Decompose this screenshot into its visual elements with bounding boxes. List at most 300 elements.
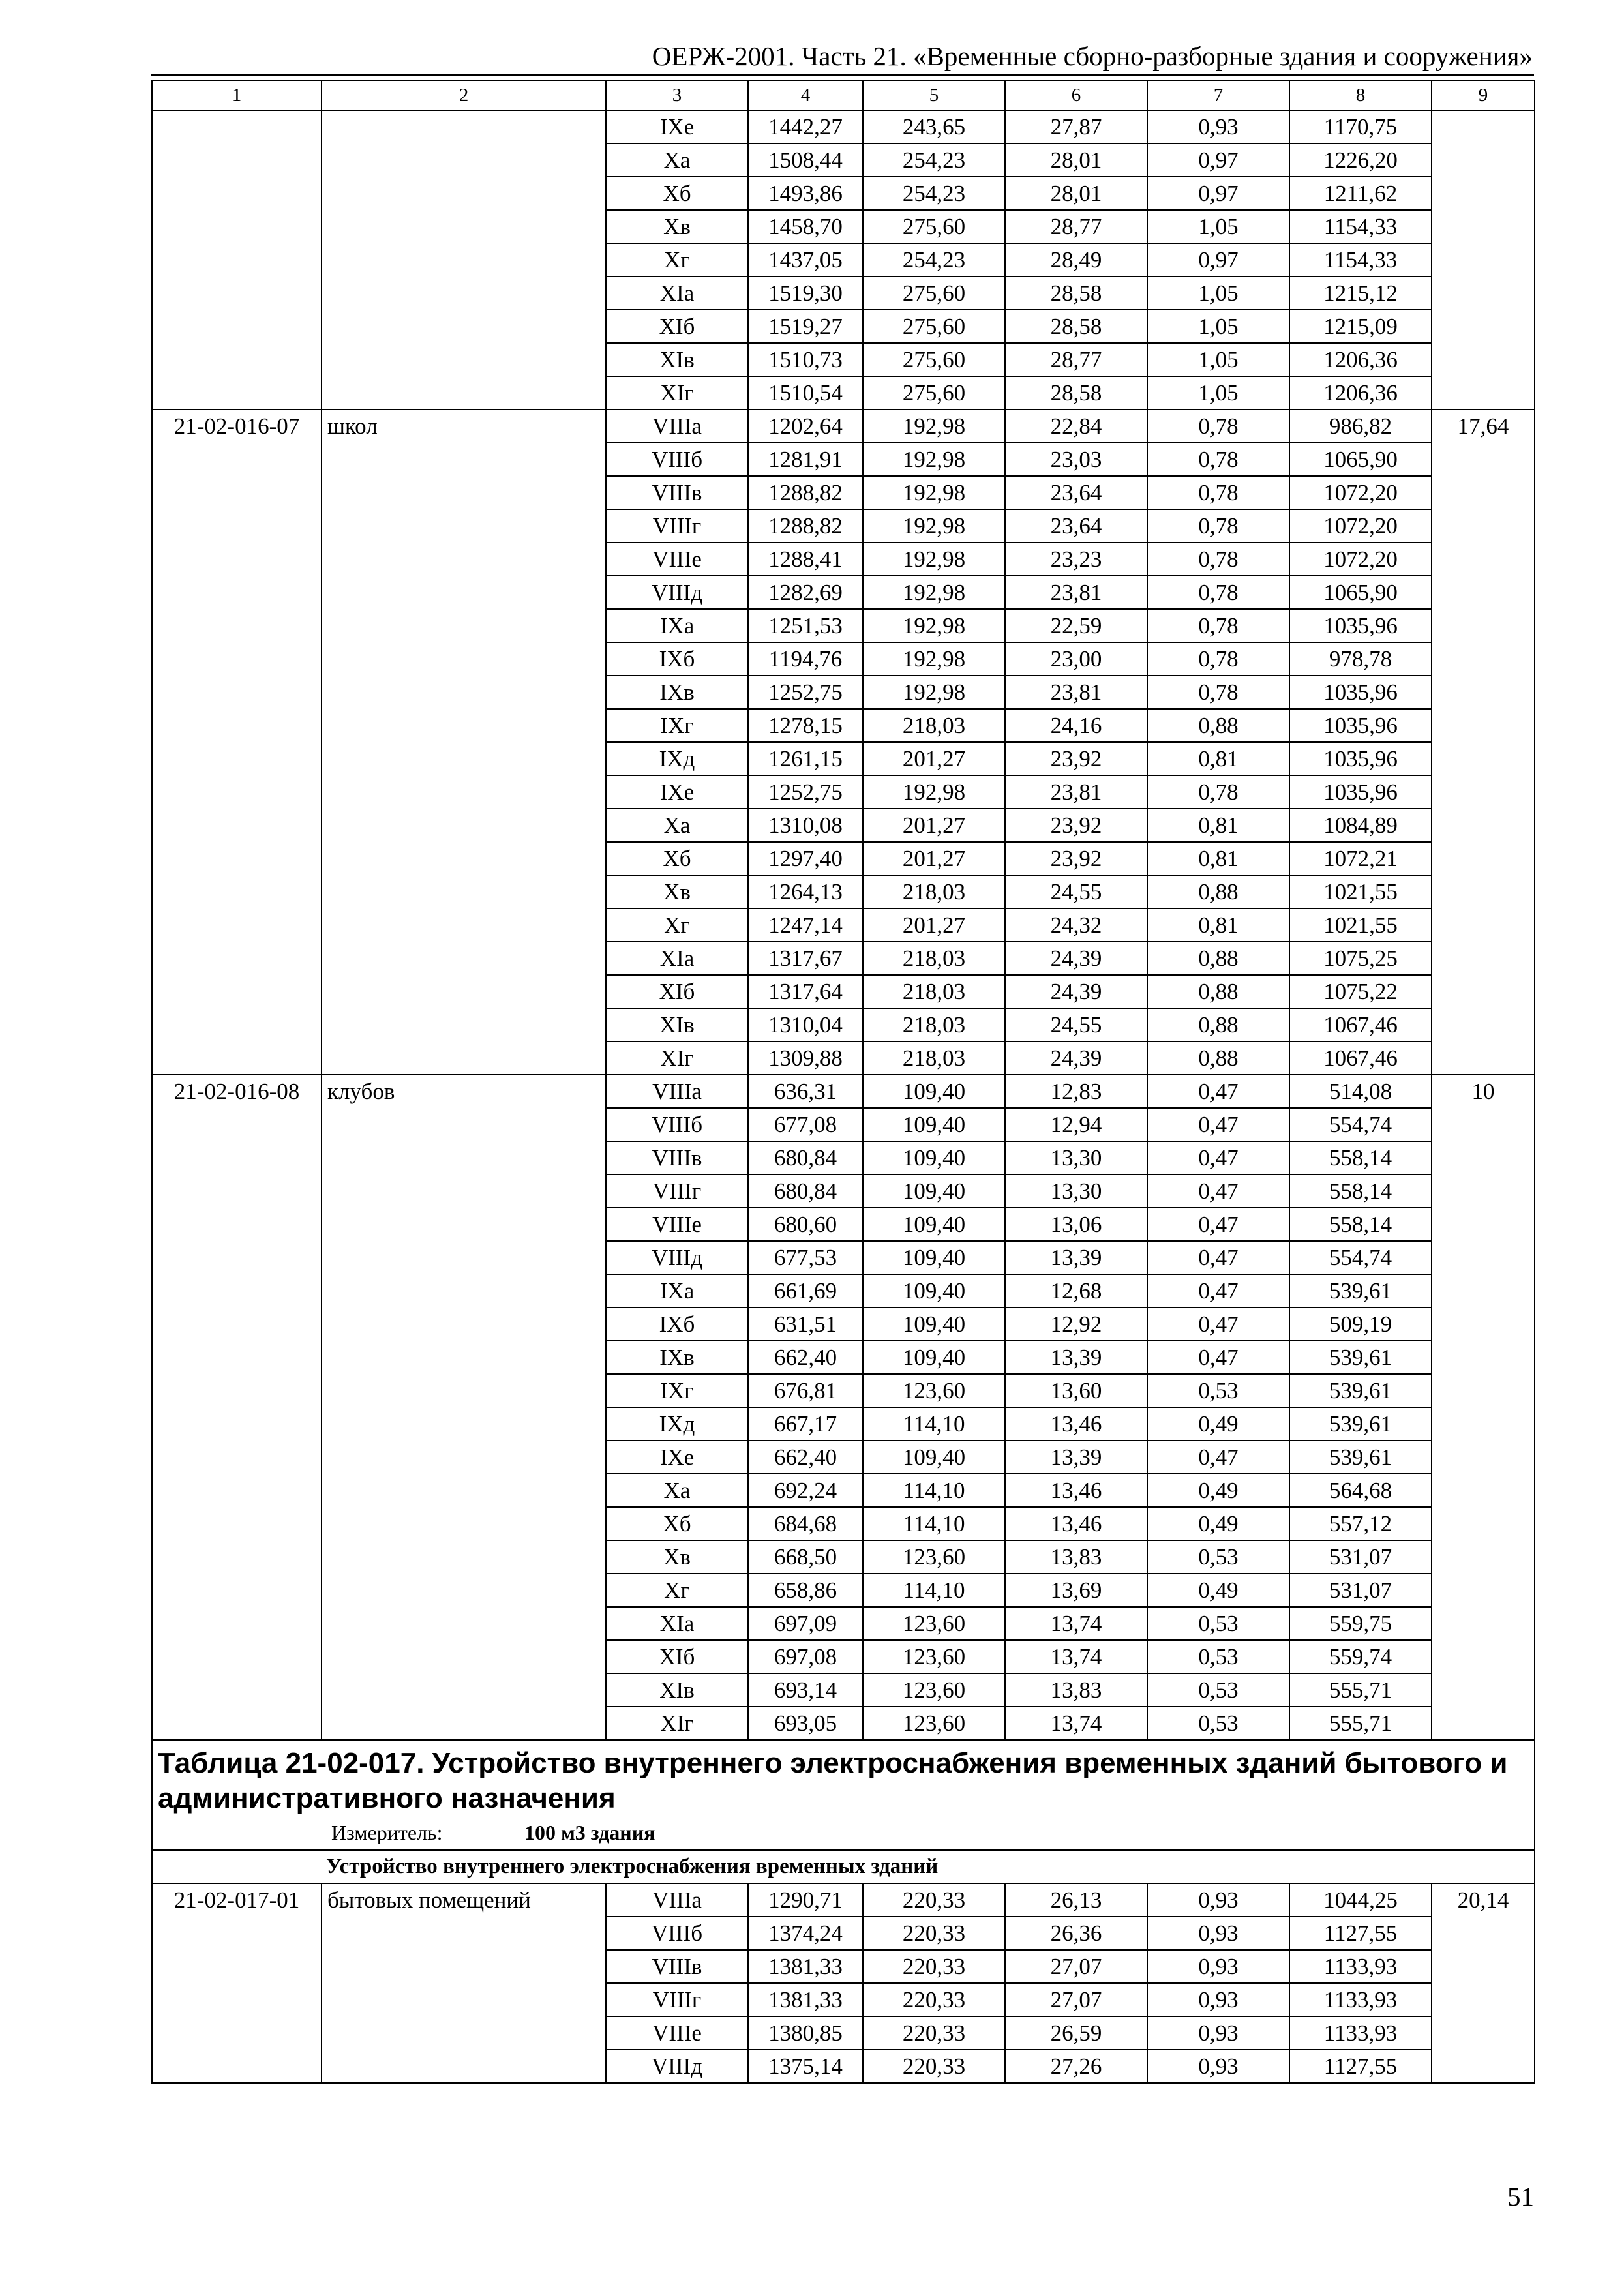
rate-name: бытовых помещений [322,1883,606,2083]
rate-name: школ [322,410,606,1075]
value-cell: 109,40 [863,1108,1005,1141]
value-cell: 676,81 [748,1374,863,1407]
value-cell: 1170,75 [1289,110,1432,143]
value-cell: 697,08 [748,1640,863,1673]
value-cell: 1206,36 [1289,343,1432,376]
value-cell: 13,46 [1005,1474,1147,1507]
value-cell: 978,78 [1289,642,1432,676]
value-cell: 109,40 [863,1274,1005,1308]
zone-cell: IXб [606,1308,748,1341]
value-cell: 1035,96 [1289,676,1432,709]
value-cell: 1,05 [1147,343,1289,376]
value-cell: 662,40 [748,1341,863,1374]
zone-cell: Xг [606,243,748,277]
column-9-value [1432,110,1535,410]
value-cell: 23,03 [1005,443,1147,476]
value-cell: 680,84 [748,1174,863,1208]
value-cell: 26,59 [1005,2016,1147,2050]
zone-cell: VIIIа [606,1075,748,1108]
value-cell: 22,59 [1005,609,1147,642]
value-cell: 275,60 [863,277,1005,310]
value-cell: 0,93 [1147,1917,1289,1950]
value-cell: 1035,96 [1289,742,1432,775]
value-cell: 0,49 [1147,1474,1289,1507]
value-cell: 109,40 [863,1208,1005,1241]
value-cell: 26,36 [1005,1917,1147,1950]
value-cell: 1381,33 [748,1983,863,2016]
value-cell: 23,23 [1005,543,1147,576]
column-number: 4 [748,80,863,110]
value-cell: 680,84 [748,1141,863,1174]
zone-cell: VIIIб [606,1108,748,1141]
value-cell: 123,60 [863,1374,1005,1407]
value-cell: 539,61 [1289,1441,1432,1474]
value-cell: 13,69 [1005,1574,1147,1607]
value-cell: 661,69 [748,1274,863,1308]
value-cell: 1035,96 [1289,775,1432,809]
value-cell: 1252,75 [748,676,863,709]
value-cell: 1021,55 [1289,875,1432,908]
value-cell: 631,51 [748,1308,863,1341]
value-cell: 0,78 [1147,509,1289,543]
value-cell: 1215,12 [1289,277,1432,310]
value-cell: 109,40 [863,1075,1005,1108]
value-cell: 13,83 [1005,1673,1147,1707]
zone-cell: XIв [606,1673,748,1707]
value-cell: 557,12 [1289,1507,1432,1540]
zone-cell: VIIIе [606,2016,748,2050]
zone-cell: XIг [606,376,748,410]
unit-value: 100 м3 здания [524,1821,655,1845]
value-cell: 1317,64 [748,975,863,1008]
value-cell: 667,17 [748,1407,863,1441]
zone-cell: Xг [606,908,748,942]
value-cell: 114,10 [863,1407,1005,1441]
value-cell: 24,32 [1005,908,1147,942]
value-cell: 220,33 [863,1883,1005,1917]
value-cell: 693,05 [748,1707,863,1740]
value-cell: 13,74 [1005,1640,1147,1673]
value-cell: 1493,86 [748,177,863,210]
value-cell: 218,03 [863,1041,1005,1075]
value-cell: 0,78 [1147,543,1289,576]
value-cell: 0,47 [1147,1174,1289,1208]
value-cell: 13,39 [1005,1441,1147,1474]
value-cell: 514,08 [1289,1075,1432,1108]
column-number: 3 [606,80,748,110]
value-cell: 13,46 [1005,1407,1147,1441]
value-cell: 1442,27 [748,110,863,143]
value-cell: 220,33 [863,2050,1005,2083]
zone-cell: VIIIв [606,1141,748,1174]
value-cell: 13,39 [1005,1241,1147,1274]
value-cell: 243,65 [863,110,1005,143]
zone-cell: IXе [606,1441,748,1474]
value-cell: 0,88 [1147,975,1289,1008]
value-cell: 28,58 [1005,376,1147,410]
value-cell: 0,88 [1147,1041,1289,1075]
value-cell: 0,97 [1147,177,1289,210]
value-cell: 539,61 [1289,1407,1432,1441]
value-cell: 275,60 [863,376,1005,410]
value-cell: 1290,71 [748,1883,863,1917]
value-cell: 1281,91 [748,443,863,476]
value-cell: 0,93 [1147,110,1289,143]
value-cell: 192,98 [863,676,1005,709]
value-cell: 1072,20 [1289,509,1432,543]
value-cell: 0,97 [1147,243,1289,277]
zone-cell: VIIIб [606,443,748,476]
value-cell: 218,03 [863,942,1005,975]
value-cell: 23,00 [1005,642,1147,676]
value-cell: 0,97 [1147,143,1289,177]
table-row [152,110,1535,143]
value-cell: 684,68 [748,1507,863,1540]
value-cell: 1288,82 [748,476,863,509]
value-cell: 1519,30 [748,277,863,310]
value-cell: 24,55 [1005,875,1147,908]
value-cell: 109,40 [863,1441,1005,1474]
value-cell: 1,05 [1147,376,1289,410]
value-cell: 0,78 [1147,576,1289,609]
value-cell: 1075,25 [1289,942,1432,975]
value-cell: 693,14 [748,1673,863,1707]
value-cell: 275,60 [863,343,1005,376]
value-cell: 23,92 [1005,842,1147,875]
column-number: 2 [322,80,606,110]
rate-name: клубов [322,1075,606,1740]
value-cell: 0,81 [1147,908,1289,942]
zone-cell: VIIIв [606,476,748,509]
value-cell: 28,01 [1005,177,1147,210]
running-header [151,38,1534,76]
value-cell: 123,60 [863,1540,1005,1574]
value-cell: 1211,62 [1289,177,1432,210]
zone-cell: XIг [606,1041,748,1075]
value-cell: 0,78 [1147,609,1289,642]
value-cell: 558,14 [1289,1174,1432,1208]
value-cell: 692,24 [748,1474,863,1507]
table-body [152,80,1535,2083]
value-cell: 13,74 [1005,1707,1147,1740]
value-cell: 0,81 [1147,809,1289,842]
value-cell: 0,88 [1147,1008,1289,1041]
value-cell: 539,61 [1289,1374,1432,1407]
value-cell: 0,47 [1147,1141,1289,1174]
zone-cell: XIб [606,310,748,343]
value-cell: 192,98 [863,576,1005,609]
zone-cell: IXг [606,1374,748,1407]
zone-cell: VIIIа [606,410,748,443]
unit-row [158,1818,1529,1847]
zone-cell: IXд [606,1407,748,1441]
value-cell: 28,77 [1005,343,1147,376]
value-cell: 28,77 [1005,210,1147,243]
zone-cell: XIа [606,277,748,310]
zone-cell: VIIIд [606,2050,748,2083]
value-cell: 1375,14 [748,2050,863,2083]
value-cell: 539,61 [1289,1274,1432,1308]
zone-cell: Xб [606,1507,748,1540]
value-cell: 23,81 [1005,676,1147,709]
value-cell: 1374,24 [748,1917,863,1950]
value-cell: 0,53 [1147,1673,1289,1707]
value-cell: 509,19 [1289,1308,1432,1341]
value-cell: 201,27 [863,809,1005,842]
zone-cell: XIа [606,942,748,975]
zone-cell: IXа [606,609,748,642]
value-cell: 28,58 [1005,310,1147,343]
rates-table [151,80,1535,2084]
page-number: 51 [1507,2181,1534,2211]
value-cell: 109,40 [863,1341,1005,1374]
value-cell: 0,47 [1147,1208,1289,1241]
value-cell: 0,47 [1147,1274,1289,1308]
value-cell: 1508,44 [748,143,863,177]
section-subheader-row [152,1850,1535,1883]
table-title-row [152,1740,1535,1850]
value-cell: 0,47 [1147,1241,1289,1274]
value-cell: 27,07 [1005,1950,1147,1983]
value-cell: 1072,21 [1289,842,1432,875]
value-cell: 677,08 [748,1108,863,1141]
value-cell: 1021,55 [1289,908,1432,942]
value-cell: 23,81 [1005,775,1147,809]
value-cell: 0,47 [1147,1441,1289,1474]
value-cell: 275,60 [863,210,1005,243]
value-cell: 22,84 [1005,410,1147,443]
value-cell: 23,81 [1005,576,1147,609]
value-cell: 1519,27 [748,310,863,343]
value-cell: 1226,20 [1289,143,1432,177]
value-cell: 1380,85 [748,2016,863,2050]
value-cell: 13,60 [1005,1374,1147,1407]
zone-cell: IXб [606,642,748,676]
value-cell: 0,93 [1147,2050,1289,2083]
value-cell: 1072,20 [1289,476,1432,509]
value-cell: 0,53 [1147,1707,1289,1740]
value-cell: 564,68 [1289,1474,1432,1507]
value-cell: 1278,15 [748,709,863,742]
zone-cell: Xв [606,1540,748,1574]
value-cell: 114,10 [863,1574,1005,1607]
value-cell: 192,98 [863,775,1005,809]
value-cell: 0,49 [1147,1507,1289,1540]
value-cell: 109,40 [863,1241,1005,1274]
value-cell: 1133,93 [1289,2016,1432,2050]
value-cell: 123,60 [863,1673,1005,1707]
value-cell: 1310,04 [748,1008,863,1041]
zone-cell: XIг [606,1707,748,1740]
value-cell: 0,81 [1147,842,1289,875]
value-cell: 1288,82 [748,509,863,543]
zone-cell: IXе [606,775,748,809]
value-cell: 218,03 [863,875,1005,908]
column-number: 9 [1432,80,1535,110]
value-cell: 559,74 [1289,1640,1432,1673]
value-cell: 24,55 [1005,1008,1147,1041]
value-cell: 1261,15 [748,742,863,775]
value-cell: 218,03 [863,1008,1005,1041]
value-cell: 24,16 [1005,709,1147,742]
value-cell: 1133,93 [1289,1950,1432,1983]
zone-cell: IXа [606,1274,748,1308]
value-cell: 662,40 [748,1441,863,1474]
zone-cell: XIа [606,1607,748,1640]
value-cell: 1317,67 [748,942,863,975]
value-cell: 531,07 [1289,1574,1432,1607]
document-title: ОЕРЖ-2001. Часть 21. «Временные сборно-разборные здания и сооружения» [652,41,1533,71]
value-cell: 1264,13 [748,875,863,908]
value-cell: 192,98 [863,642,1005,676]
value-cell: 1510,54 [748,376,863,410]
value-cell: 636,31 [748,1075,863,1108]
value-cell: 201,27 [863,742,1005,775]
column-9-value: 17,64 [1432,410,1535,1075]
zone-cell: Xа [606,809,748,842]
zone-cell: Xб [606,842,748,875]
rate-code: 21-02-016-07 [152,410,322,1075]
value-cell: 1297,40 [748,842,863,875]
column-number: 1 [152,80,322,110]
value-cell: 0,93 [1147,1950,1289,1983]
value-cell: 123,60 [863,1707,1005,1740]
value-cell: 1206,36 [1289,376,1432,410]
value-cell: 218,03 [863,709,1005,742]
value-cell: 0,53 [1147,1607,1289,1640]
value-cell: 1458,70 [748,210,863,243]
value-cell: 554,74 [1289,1241,1432,1274]
value-cell: 218,03 [863,975,1005,1008]
value-cell: 1154,33 [1289,243,1432,277]
value-cell: 12,92 [1005,1308,1147,1341]
value-cell: 12,68 [1005,1274,1147,1308]
value-cell: 1127,55 [1289,1917,1432,1950]
value-cell: 27,87 [1005,110,1147,143]
value-cell: 123,60 [863,1607,1005,1640]
value-cell: 192,98 [863,543,1005,576]
value-cell: 0,47 [1147,1075,1289,1108]
value-cell: 13,39 [1005,1341,1147,1374]
value-cell: 0,78 [1147,676,1289,709]
value-cell: 220,33 [863,1983,1005,2016]
table-row [152,410,1535,443]
value-cell: 1309,88 [748,1041,863,1075]
table-title: Таблица 21-02-017. Устройство внутреннего электроснабжения временных зданий бытового и административного назначения [158,1747,1508,1814]
value-cell: 220,33 [863,2016,1005,2050]
value-cell: 192,98 [863,443,1005,476]
value-cell: 668,50 [748,1540,863,1574]
value-cell: 192,98 [863,476,1005,509]
value-cell: 558,14 [1289,1141,1432,1174]
value-cell: 0,78 [1147,775,1289,809]
value-cell: 0,49 [1147,1407,1289,1441]
value-cell: 201,27 [863,908,1005,942]
zone-cell: Xа [606,143,748,177]
value-cell: 0,93 [1147,1883,1289,1917]
value-cell: 0,78 [1147,642,1289,676]
value-cell: 1133,93 [1289,1983,1432,2016]
value-cell: 28,58 [1005,277,1147,310]
value-cell: 1035,96 [1289,709,1432,742]
zone-cell: XIб [606,1640,748,1673]
column-number: 6 [1005,80,1147,110]
zone-cell: IXе [606,110,748,143]
value-cell: 192,98 [863,609,1005,642]
rate-name [322,110,606,410]
zone-cell: Xб [606,177,748,210]
unit-label: Измеритель: [331,1821,443,1845]
value-cell: 680,60 [748,1208,863,1241]
value-cell: 0,93 [1147,1983,1289,2016]
value-cell: 23,92 [1005,742,1147,775]
zone-cell: VIIIг [606,1983,748,2016]
value-cell: 220,33 [863,1917,1005,1950]
value-cell: 0,88 [1147,709,1289,742]
rate-code: 21-02-017-01 [152,1883,322,2083]
zone-cell: Xв [606,875,748,908]
value-cell: 0,49 [1147,1574,1289,1607]
value-cell: 0,93 [1147,2016,1289,2050]
value-cell: 1,05 [1147,277,1289,310]
value-cell: 1202,64 [748,410,863,443]
table-row [152,1883,1535,1917]
value-cell: 27,26 [1005,2050,1147,2083]
value-cell: 0,78 [1147,443,1289,476]
value-cell: 1067,46 [1289,1008,1432,1041]
value-cell: 275,60 [863,310,1005,343]
rate-code [152,110,322,410]
value-cell: 109,40 [863,1174,1005,1208]
value-cell: 0,88 [1147,875,1289,908]
value-cell: 23,92 [1005,809,1147,842]
value-cell: 1510,73 [748,343,863,376]
zone-cell: IXв [606,676,748,709]
value-cell: 1154,33 [1289,210,1432,243]
value-cell: 23,64 [1005,509,1147,543]
value-cell: 531,07 [1289,1540,1432,1574]
value-cell: 27,07 [1005,1983,1147,2016]
value-cell: 658,86 [748,1574,863,1607]
rate-code: 21-02-016-08 [152,1075,322,1740]
value-cell: 13,30 [1005,1174,1147,1208]
zone-cell: Xа [606,1474,748,1507]
zone-cell: XIв [606,1008,748,1041]
value-cell: 1194,76 [748,642,863,676]
table-title-cell [152,1740,1535,1850]
zone-cell: VIIIб [606,1917,748,1950]
value-cell: 192,98 [863,410,1005,443]
value-cell: 12,94 [1005,1108,1147,1141]
column-number: 5 [863,80,1005,110]
value-cell: 114,10 [863,1507,1005,1540]
value-cell: 13,74 [1005,1607,1147,1640]
value-cell: 0,81 [1147,742,1289,775]
zone-cell: IXв [606,1341,748,1374]
zone-cell: Xг [606,1574,748,1607]
value-cell: 0,53 [1147,1374,1289,1407]
column-number: 7 [1147,80,1289,110]
table-row [152,1075,1535,1108]
value-cell: 26,13 [1005,1883,1147,1917]
zone-cell: IXг [606,709,748,742]
value-cell: 1084,89 [1289,809,1432,842]
value-cell: 254,23 [863,243,1005,277]
value-cell: 24,39 [1005,1041,1147,1075]
value-cell: 13,46 [1005,1507,1147,1540]
value-cell: 1247,14 [748,908,863,942]
value-cell: 0,47 [1147,1108,1289,1141]
